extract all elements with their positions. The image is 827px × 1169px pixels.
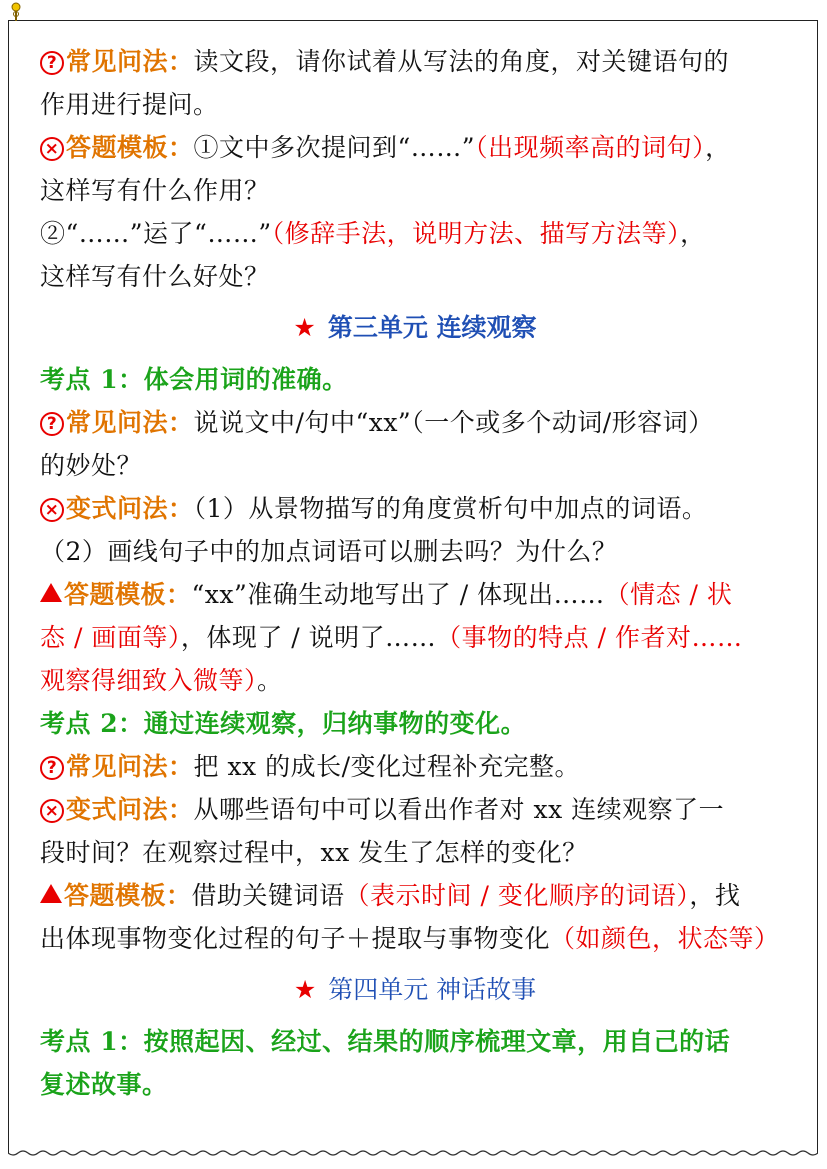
exam-point-title: 考点 2：通过连续观察，归纳事物的变化。 xyxy=(40,709,527,738)
text-line xyxy=(40,659,790,702)
text-line xyxy=(40,255,790,298)
label-answer-template: 答题模板： xyxy=(64,881,192,910)
body-text: ①文中多次提问到“……” xyxy=(193,133,476,162)
exam-point-title: 复述故事。 xyxy=(40,1070,168,1099)
text-line xyxy=(40,83,790,126)
page-bottom-edge xyxy=(8,1150,818,1160)
text-line xyxy=(40,444,790,487)
unit-heading xyxy=(40,298,790,358)
text-line xyxy=(40,126,790,169)
body-text: 从哪些语句中可以看出作者对 xx 连续观察了一 xyxy=(193,795,725,824)
body-text: （1）从景物描写的角度赏析句中加点的词语。 xyxy=(193,494,708,523)
label-common-question: 常见问法： xyxy=(66,752,194,781)
body-text: ，找 xyxy=(689,881,741,910)
hint-text: （修辞手法，说明方法、描写方法等） xyxy=(271,219,681,248)
body-text: ②“……”运了“……” xyxy=(40,219,272,248)
body-text: 读文段，请你试着从写法的角度，对关键语句的 xyxy=(193,47,730,76)
pin-icon xyxy=(10,2,22,24)
hint-text: 态 / 画面等） xyxy=(40,623,181,652)
text-line xyxy=(40,212,790,255)
text-line xyxy=(40,401,790,444)
label-common-question: 常见问法： xyxy=(66,408,194,437)
body-text: 这样写有什么好处？ xyxy=(40,262,270,291)
hint-text: （表示时间 / 变化顺序的词语） xyxy=(344,881,690,910)
body-text: 这样写有什么作用？ xyxy=(40,176,270,205)
body-text: ，体现了 / 说明了…… xyxy=(180,623,437,652)
unit-title: 第四单元 神话故事 xyxy=(328,975,537,1004)
label-common-question: 常见问法： xyxy=(66,47,194,76)
cross-icon: × xyxy=(40,799,64,823)
page-content xyxy=(40,40,790,1106)
hint-text: （事物的特点 / 作者对…… xyxy=(436,623,743,652)
cross-icon: × xyxy=(40,498,64,522)
unit-heading xyxy=(40,960,790,1020)
text-line xyxy=(40,530,790,573)
text-line xyxy=(40,169,790,212)
text-line xyxy=(40,40,790,83)
body-text: 作用进行提问。 xyxy=(40,90,219,119)
unit-title: 第三单元 连续观察 xyxy=(327,313,537,342)
body-text: “xx”准确生动地写出了 / 体现出…… xyxy=(191,580,605,609)
body-text: 把 xx 的成长/变化过程补充完整。 xyxy=(193,752,581,781)
label-variant-question: 变式问法： xyxy=(66,494,194,523)
text-line xyxy=(40,487,790,530)
body-text: 段时间？在观察过程中，xx 发生了怎样的变化？ xyxy=(40,838,588,867)
body-text: ， xyxy=(680,219,706,248)
hint-text: （如颜色，状态等） xyxy=(550,924,780,953)
text-line xyxy=(40,831,790,874)
text-line xyxy=(40,874,790,917)
exam-point-title: 考点 1：按照起因、经过、结果的顺序梳理文章，用自己的话 xyxy=(40,1027,731,1056)
question-icon: ? xyxy=(40,51,64,75)
question-icon: ? xyxy=(40,412,64,436)
warning-triangle-icon xyxy=(40,884,62,903)
label-answer-template: 答题模板： xyxy=(64,580,192,609)
text-line xyxy=(40,917,790,960)
text-line xyxy=(40,616,790,659)
hint-text: （出现频率高的词句） xyxy=(475,133,706,162)
text-line xyxy=(40,573,790,616)
star-icon: ★ xyxy=(293,313,316,342)
star-icon: ★ xyxy=(293,975,317,1004)
hint-text: 观察得细致入微等） xyxy=(40,666,258,695)
label-variant-question: 变式问法： xyxy=(66,795,194,824)
question-icon: ? xyxy=(40,756,64,780)
warning-triangle-icon xyxy=(40,583,62,602)
text-line xyxy=(40,745,790,788)
body-text: 。 xyxy=(257,666,283,695)
body-text: 说说文中/句中“xx”（一个或多个动词/形容词） xyxy=(193,408,714,437)
body-text: 借助关键词语 xyxy=(191,881,345,910)
text-line xyxy=(40,788,790,831)
exam-point-title: 考点 1：体会用词的准确。 xyxy=(40,365,348,394)
label-answer-template: 答题模板： xyxy=(66,133,194,162)
cross-icon: × xyxy=(40,137,64,161)
body-text: 出体现事物变化过程的句子＋提取与事物变化 xyxy=(40,924,551,953)
body-text: （2）画线句子中的加点词语可以删去吗？为什么？ xyxy=(40,537,618,566)
body-text: 的妙处？ xyxy=(40,451,143,480)
body-text: ， xyxy=(705,133,731,162)
hint-text: （情态 / 状 xyxy=(604,580,733,609)
